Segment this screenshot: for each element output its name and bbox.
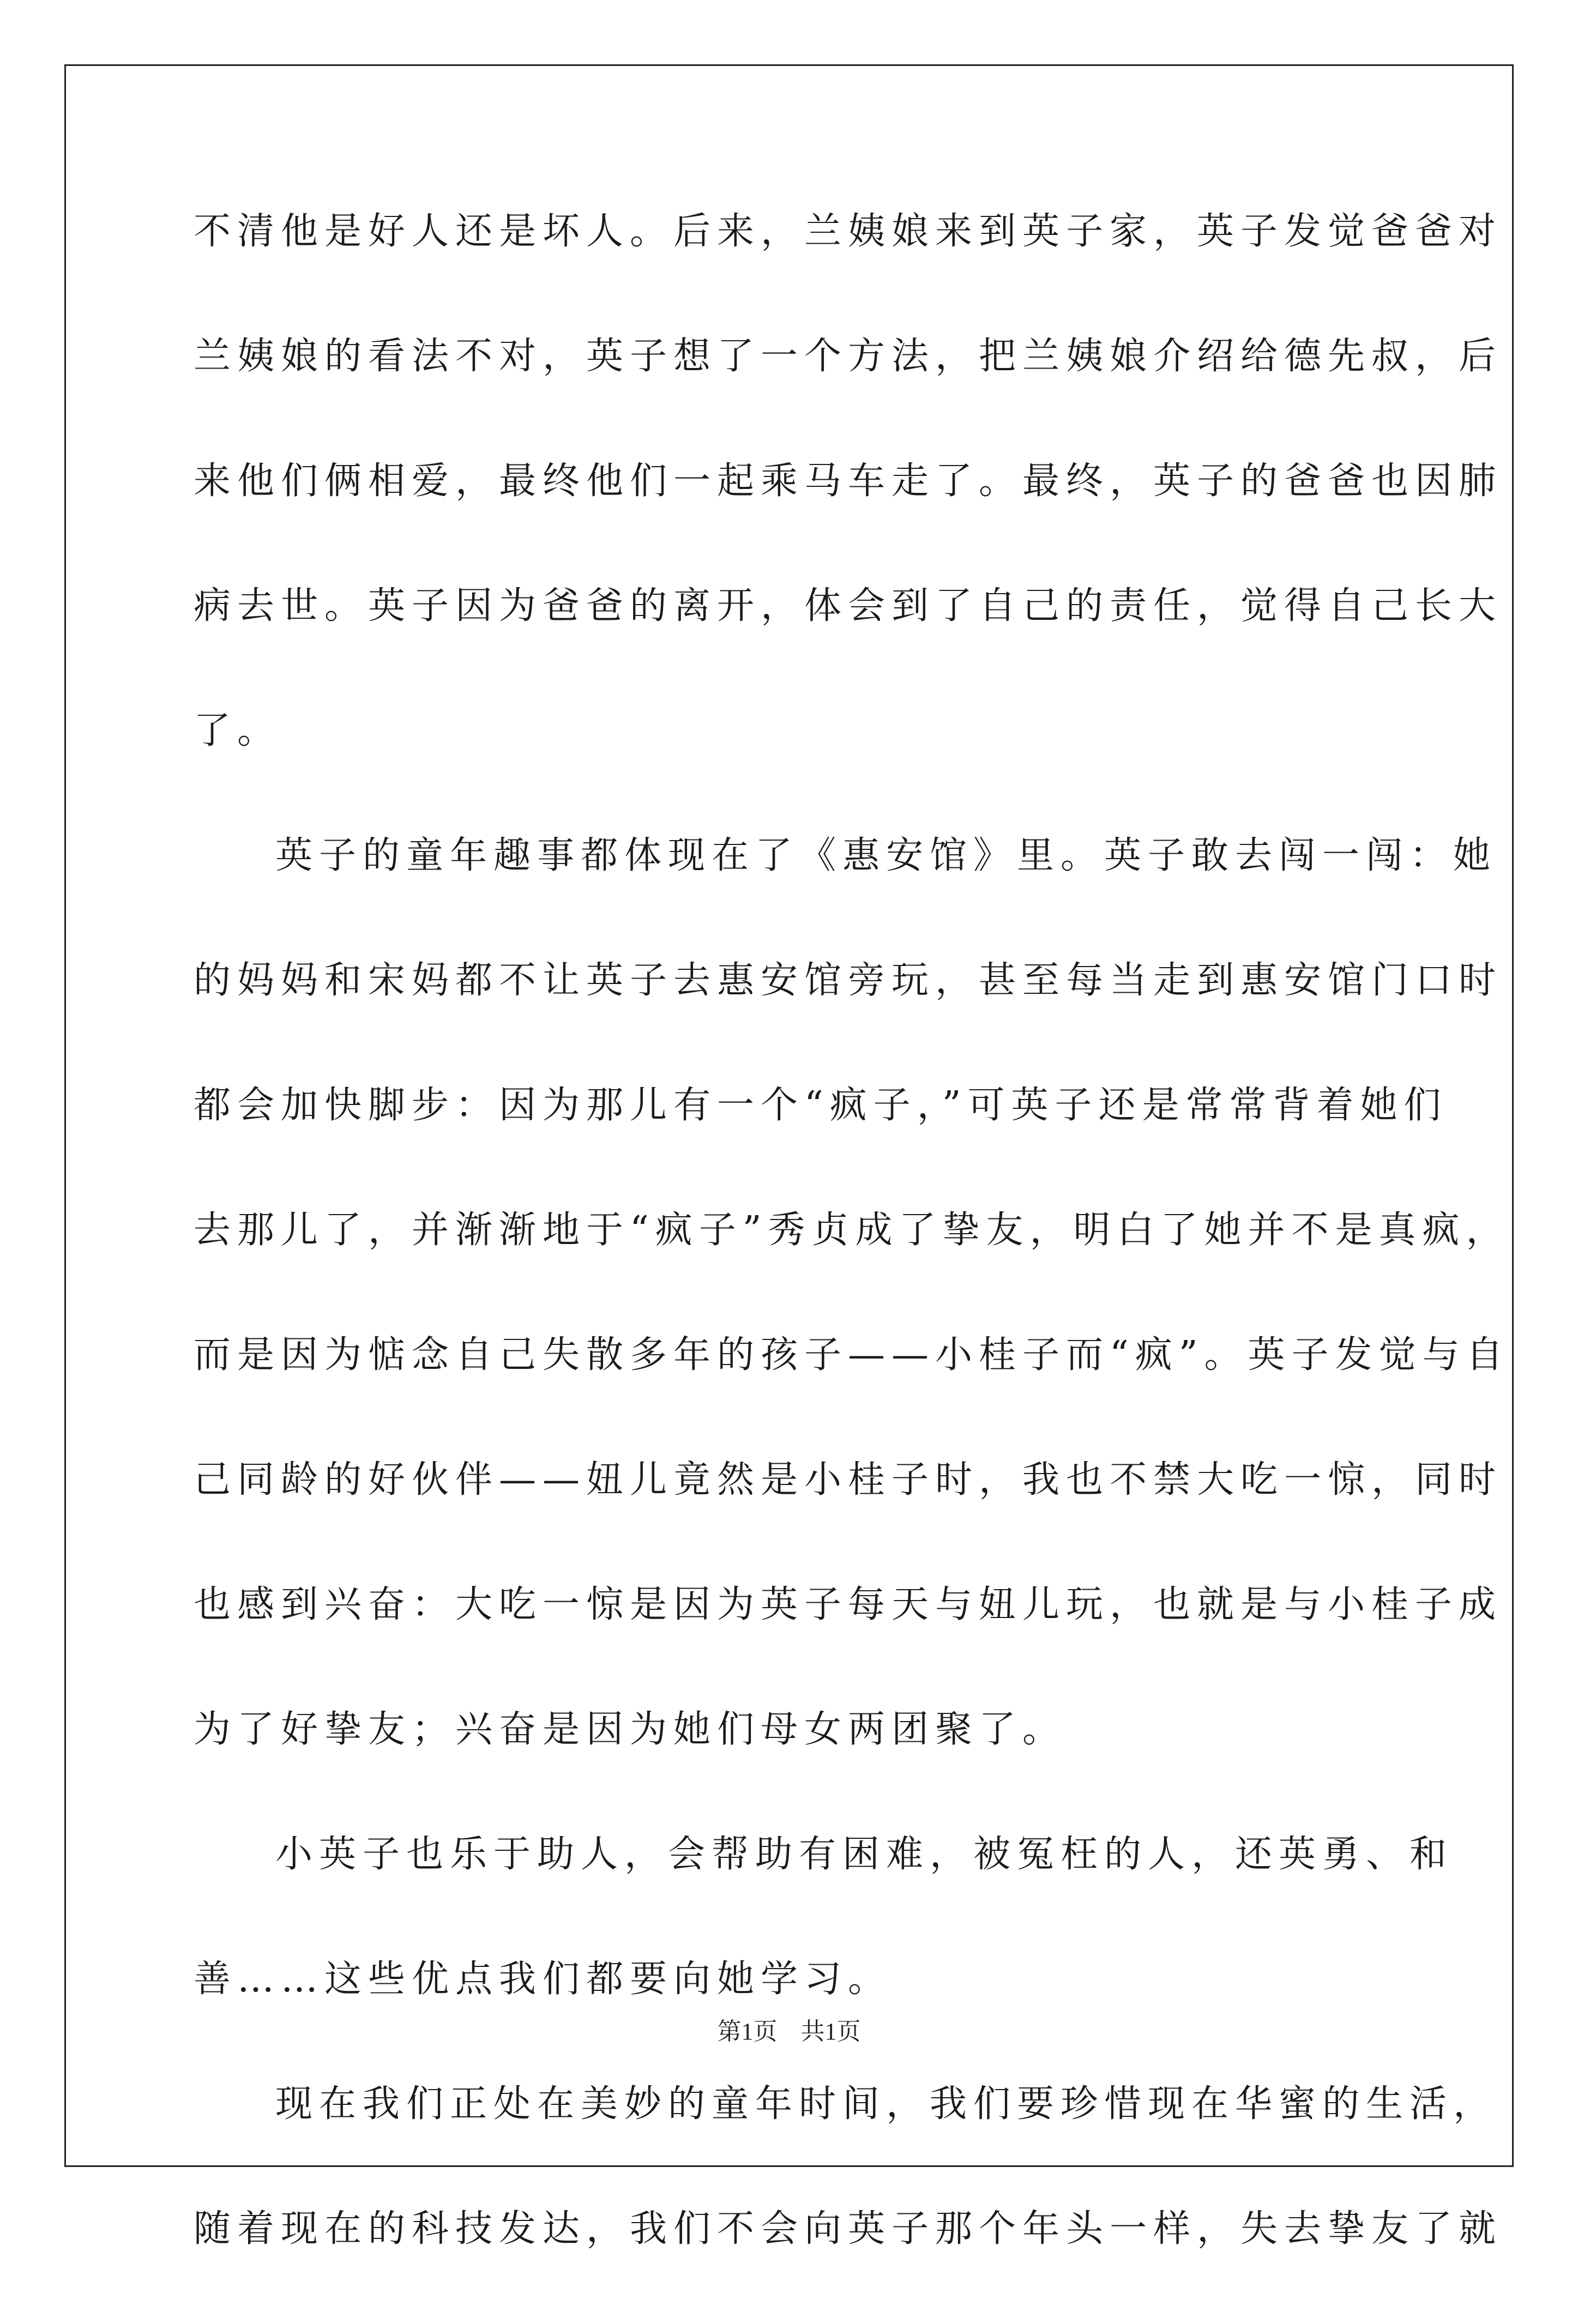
page-number-total: 共1页 <box>800 2018 861 2045</box>
text-line: 都会加快脚步：因为那儿有一个“疯子，”可英子还是常常背着她们 <box>194 1084 1448 1127</box>
paragraph-start-line: 小英子也乐于助人，会帮助有困难，被冤枉的人，还英勇、和 <box>275 1833 1454 1876</box>
page-number-current: 第1页 <box>717 2018 778 2045</box>
text-line: 随着现在的科技发达，我们不会向英子那个年头一样，失去挚友了就 <box>194 2207 1503 2250</box>
text-line: 的妈妈和宋妈都不让英子去惠安馆旁玩，甚至每当走到惠安馆门口时 <box>194 959 1503 1002</box>
text-line: 兰姨娘的看法不对，英子想了一个方法，把兰姨娘介绍给德先叔，后 <box>194 335 1503 378</box>
page-footer <box>0 2012 1578 2047</box>
text-line: 不清他是好人还是坏人。后来，兰姨娘来到英子家，英子发觉爸爸对 <box>194 210 1503 253</box>
text-line: 了。 <box>194 709 281 752</box>
text-line: 善……这些优点我们都要向她学习。 <box>194 1958 892 2001</box>
text-line: 而是因为惦念自己失散多年的孩子——小桂子而“疯”。英子发觉与自 <box>194 1333 1510 1377</box>
text-line: 来他们俩相爱，最终他们一起乘马车走了。最终，英子的爸爸也因肺 <box>194 460 1503 503</box>
text-line: 己同龄的好伙伴——妞儿竟然是小桂子时，我也不禁大吃一惊，同时 <box>194 1458 1503 1501</box>
paragraph-start-line: 英子的童年趣事都体现在了《惠安馆》里。英子敢去闯一闯：她 <box>275 834 1497 877</box>
text-line: 病去世。英子因为爸爸的离开，体会到了自己的责任，觉得自己长大 <box>194 584 1503 627</box>
document-body <box>194 202 1510 2324</box>
paragraph-start-line: 现在我们正处在美妙的童年时间，我们要珍惜现在华蜜的生活， <box>275 2082 1497 2126</box>
text-line: 也感到兴奋：大吃一惊是因为英子每天与妞儿玩，也就是与小桂子成 <box>194 1583 1503 1626</box>
text-line: 去那儿了，并渐渐地于“疯子”秀贞成了挚友，明白了她并不是真疯， <box>194 1209 1510 1252</box>
text-line: 为了好挚友；兴奋是因为她们母女两团聚了。 <box>194 1708 1067 1751</box>
